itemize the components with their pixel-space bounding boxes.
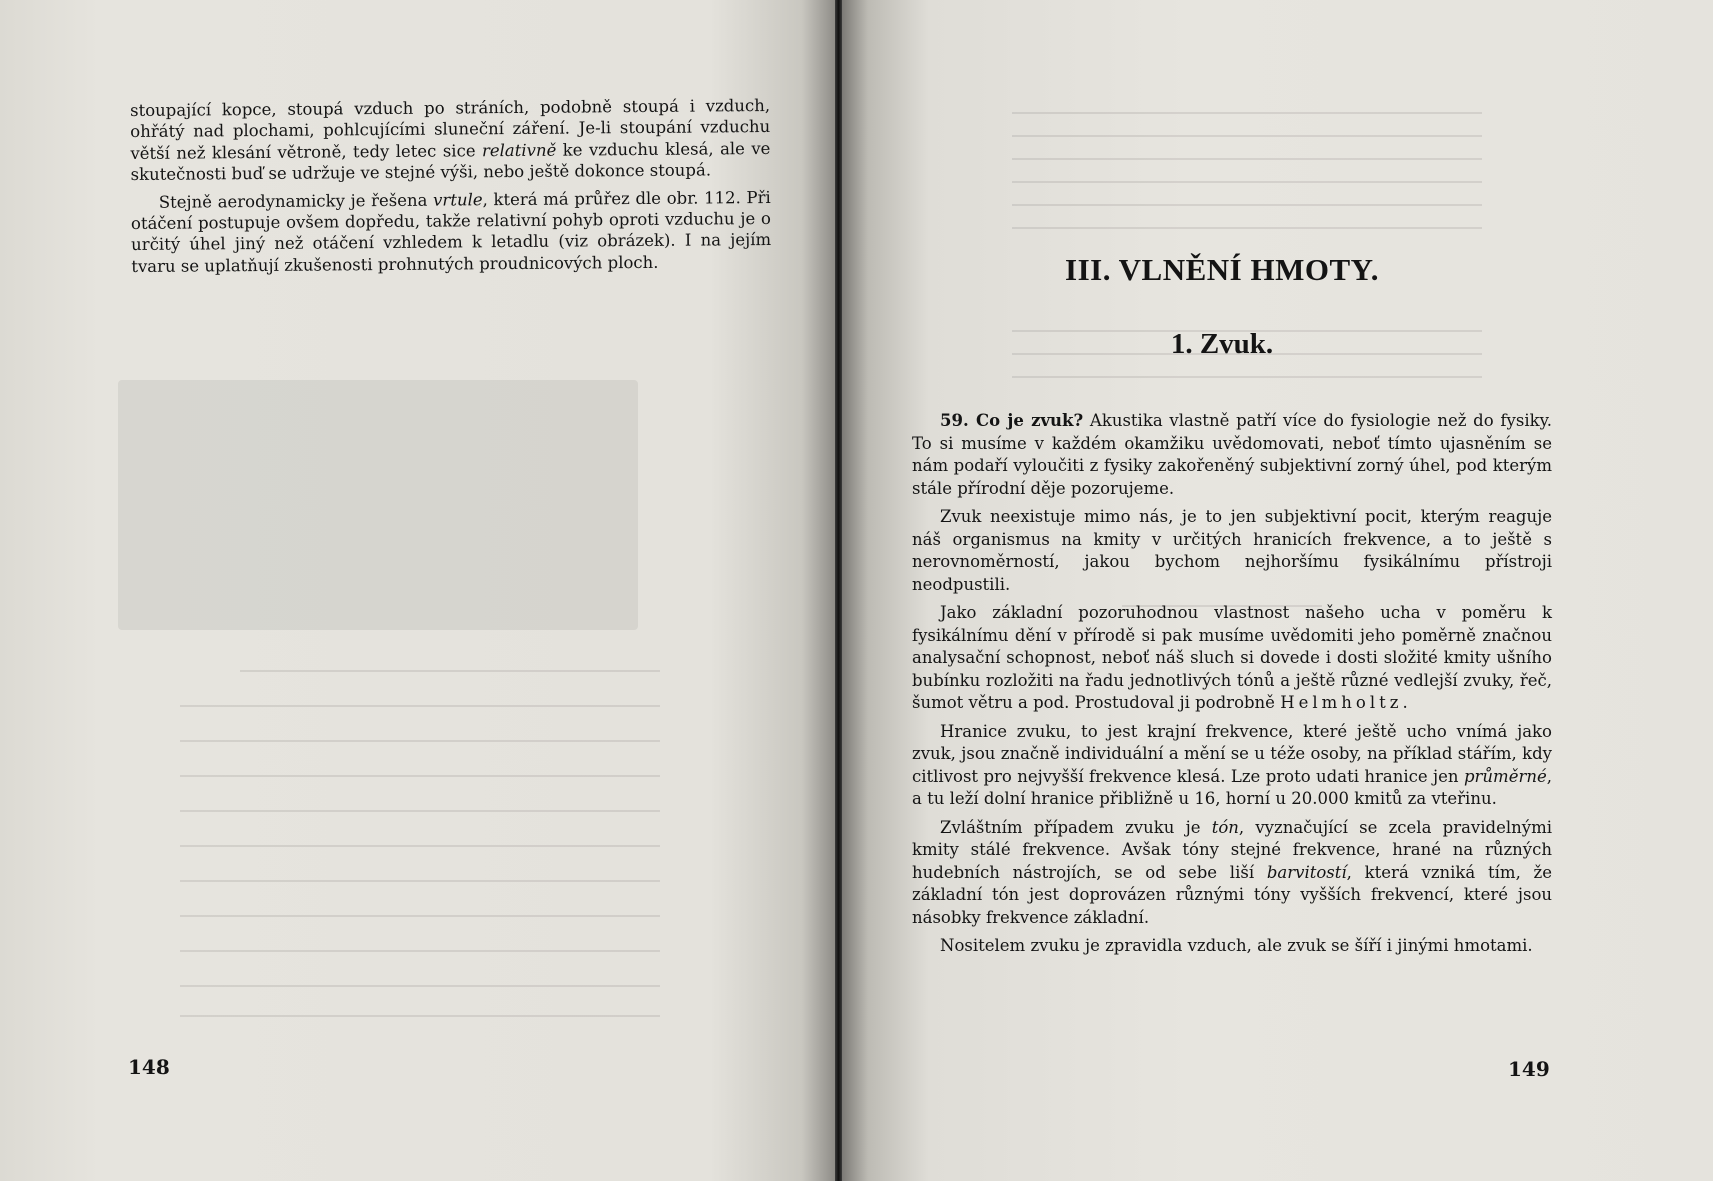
text-run: Zvláštním případem zvuku je bbox=[940, 817, 1212, 837]
chapter-title: III. VLNĚNÍ HMOTY. bbox=[1065, 252, 1379, 287]
bleed-through-line bbox=[1012, 227, 1482, 229]
right-paragraph-1 bbox=[912, 410, 1552, 500]
right-paragraph-5 bbox=[912, 817, 1552, 930]
bleed-through-line bbox=[180, 950, 660, 952]
bleed-through-line bbox=[180, 810, 660, 812]
section-title: 1. Zvuk. bbox=[1170, 328, 1274, 360]
text-run: stoupající kopce, stoupá vzduch po stráních, podobně stoupá i vzduch, ohřátý nad plochami, pohlcujícími sluneční záření. Je-li stoupání vzduchu větší než klesání větroně, tedy letec sice bbox=[130, 95, 771, 163]
text-run: ke vzduchu klesá, ale ve skutečnosti buď se udržuje ve stejné výši, nebo ještě dokonce stoupá. bbox=[130, 138, 771, 185]
text-run: Nositelem zvuku je zpravidla vzduch, ale zvuk se šíří i jinými hmotami. bbox=[940, 936, 1533, 955]
bleed-through-line bbox=[180, 985, 660, 987]
bleed-through-line bbox=[1012, 135, 1482, 137]
text-run: , a tu leží dolní hranice přibližně u 16, horní u 20.000 kmitů za vteřinu. bbox=[912, 766, 1552, 808]
book-gutter bbox=[835, 0, 842, 1181]
spaced-name: Helmholtz bbox=[1280, 693, 1403, 712]
text-run: Stejně aerodynamicky je řešena bbox=[158, 190, 434, 212]
page-number-left: 148 bbox=[128, 1055, 170, 1079]
text-run: . bbox=[1402, 693, 1408, 712]
left-paragraph-2 bbox=[131, 187, 772, 278]
page-number-right: 149 bbox=[1508, 1057, 1550, 1081]
bleed-through-line bbox=[180, 705, 660, 707]
bleed-through-line bbox=[1012, 204, 1482, 206]
right-paragraph-3 bbox=[912, 602, 1552, 715]
bleed-through-line bbox=[180, 915, 660, 917]
text-run: , vyznačující se zcela pravidelnými kmity stálé frekvence. Avšak tóny stejné frekvence, hrané na různých hudebních nástrojích, se od sebe liší bbox=[912, 817, 1552, 882]
text-run: Zvuk neexistuje mimo nás, je to jen subjektivní pocit, kterým reaguje náš organismus na kmity v určitých hranicích frekvence, a to ještě s nerovnoměrností, jakou bychom nejhoršímu fysikálnímu přístroji neodpustili. bbox=[912, 507, 1552, 594]
italic-term: relativně bbox=[481, 140, 557, 161]
right-page-body bbox=[912, 410, 1552, 964]
italic-term: průměrné bbox=[1463, 766, 1547, 786]
right-paragraph-6 bbox=[912, 935, 1552, 958]
bleed-through-line bbox=[180, 880, 660, 882]
text-run: Akustika vlastně patří více do fysiologie než do fysiky. To si musíme v každém okamžiku uvědomovati, neboť tímto ujasněním se nám podaří vyloučiti z fysiky zakořeněný subjektivní zorný úhel, pod kterým stále přírodní děje pozorujeme. bbox=[912, 411, 1552, 498]
bleed-through-line bbox=[180, 845, 660, 847]
italic-term: tón bbox=[1211, 817, 1239, 837]
text-run: , která má průřez dle obr. 112. Při otáčení postupuje ovšem dopředu, takže relativní pohyb oproti vzduchu je o určitý úhel jiný než otáčení vzhledem k letadlu (viz obrázek). I na jejím tvaru se uplatňují zkušenosti prohnutých proudnicových ploch. bbox=[130, 187, 772, 276]
italic-term: barvitostí bbox=[1266, 862, 1347, 882]
bold-heading: 59. Co je zvuk? bbox=[940, 411, 1084, 430]
text-run: Hranice zvuku, to jest krajní frekvence, které ještě ucho vnímá jako zvuk, jsou značně individuální a mění se u téže osoby, na příklad stářím, kdy citlivost pro nejvyšší frekvence klesá. Lze proto udati hranice jen bbox=[912, 721, 1552, 786]
bleed-through-illustration bbox=[118, 380, 638, 630]
text-run: Jako základní pozoruhodnou vlastnost našeho ucha v poměru k fysikálnímu dění v přírodě si pak musíme uvědomiti jeho poměrně značnou analysační schopnost, neboť náš sluch si dovede i dosti složité kmity ušního bubínku rozložiti na řadu jednotlivých tónů a ještě různé vedlejší zvuky, řeč, šumot větru a pod. Prostudoval ji podrobně bbox=[912, 603, 1552, 712]
text-run: , která vzniká tím, že základní tón jest doprovázen různými tóny vyšších frekvencí, které jsou násobky frekvence základní. bbox=[912, 862, 1553, 927]
bleed-through-line bbox=[180, 1015, 660, 1017]
right-paragraph-4 bbox=[912, 721, 1552, 811]
left-paragraph-1 bbox=[130, 95, 771, 186]
bleed-through-line bbox=[1012, 181, 1482, 183]
bleed-through-line bbox=[1012, 376, 1482, 378]
left-page bbox=[0, 0, 835, 1181]
italic-term: vrtule bbox=[432, 189, 483, 210]
bleed-through-line bbox=[240, 670, 660, 672]
bleed-through-line bbox=[1012, 112, 1482, 114]
bleed-through-line bbox=[180, 775, 660, 777]
bleed-through-line bbox=[180, 740, 660, 742]
left-page-body bbox=[130, 95, 771, 283]
right-paragraph-2 bbox=[912, 506, 1552, 596]
bleed-through-line bbox=[1012, 158, 1482, 160]
